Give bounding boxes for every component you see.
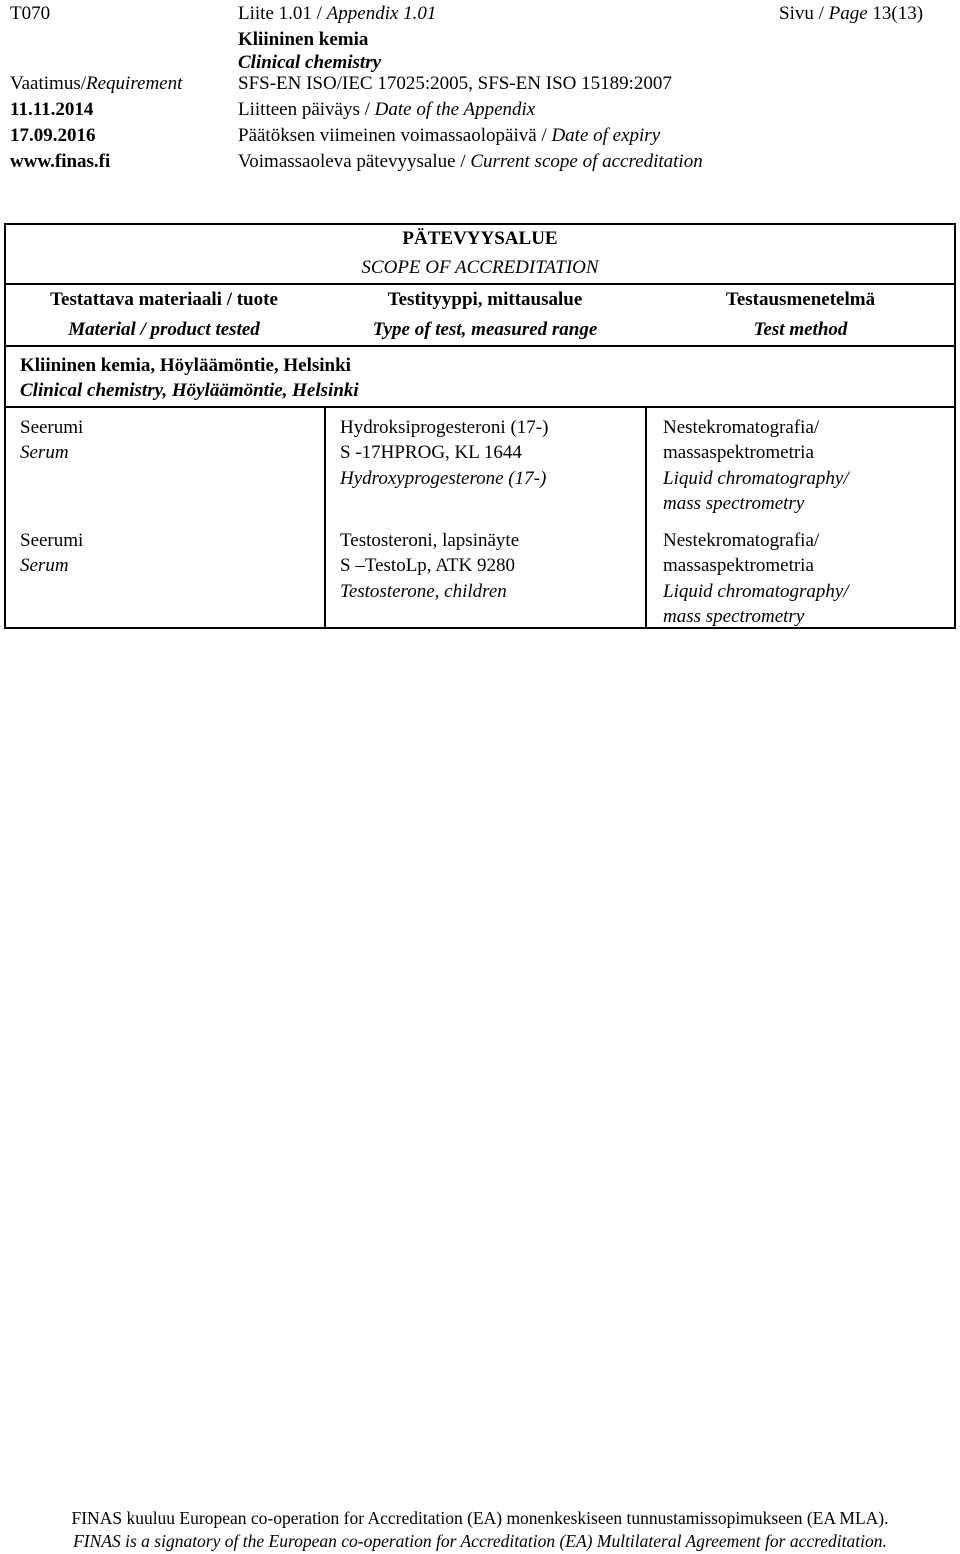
unit-name-en: Clinical chemistry (238, 52, 382, 73)
column-header-method-fi: Testausmenetelmä (725, 289, 876, 310)
method-fi: massaspektrometria (663, 442, 814, 463)
scope-title-en: SCOPE OF ACCREDITATION (361, 257, 599, 278)
appendix-date: 11.11.2014 (10, 99, 94, 120)
website: www.finas.fi (10, 151, 111, 172)
appendix-date-label: Liitteen päiväys / Date of the Appendix (238, 99, 536, 120)
method-en: Liquid chromatography/ (663, 468, 849, 489)
scope-title-fi: PÄTEVYYSALUE (402, 228, 558, 249)
test-code: S –TestoLp, ATK 9280 (340, 555, 515, 576)
material-fi: Seerumi (20, 417, 84, 438)
table-divider (4, 283, 956, 285)
method-fi: Nestekromatografia/ (663, 417, 820, 438)
column-divider (324, 406, 326, 629)
section-heading-en: Clinical chemistry, Höyläämöntie, Helsinki (20, 380, 359, 401)
footer-note-en: FINAS is a signatory of the European co-operation for Accreditation (EA) Multilateral Agreement for accreditation. (73, 1531, 887, 1551)
method-fi: Nestekromatografia/ (663, 530, 820, 551)
footer-note-fi: FINAS kuuluu European co-operation for Accreditation (EA) monenkeskiseen tunnustamissopimukseen (EA MLA). (71, 1508, 889, 1528)
test-name-en: Testosterone, children (340, 581, 507, 602)
column-header-test-en: Type of test, measured range (372, 319, 598, 340)
expiry-date: 17.09.2016 (10, 125, 96, 146)
column-header-material-en: Material / product tested (68, 319, 260, 340)
requirement-value: SFS-EN ISO/IEC 17025:2005, SFS-EN ISO 15189:2007 (238, 73, 672, 94)
material-en: Serum (20, 555, 69, 576)
current-scope-label: Voimassaoleva pätevyysalue / Current scope of accreditation (238, 151, 703, 172)
column-header-test-fi: Testityyppi, mittausalue (387, 289, 583, 310)
method-fi: massaspektrometria (663, 555, 814, 576)
table-divider (4, 345, 956, 347)
test-code: S -17HPROG, KL 1644 (340, 442, 522, 463)
test-name-fi: Testosteroni, lapsinäyte (340, 530, 520, 551)
method-en: mass spectrometry (663, 606, 805, 627)
test-name-en: Hydroxyprogesterone (17-) (340, 468, 547, 489)
document-code: T070 (10, 3, 51, 24)
expiry-date-label: Päätöksen viimeinen voimassaolopäivä / Date of expiry (238, 125, 661, 146)
material-fi: Seerumi (20, 530, 84, 551)
method-en: mass spectrometry (663, 493, 805, 514)
page-number: Sivu / Page 13(13) (779, 3, 924, 24)
unit-name-fi: Kliininen kemia (238, 29, 369, 50)
material-en: Serum (20, 442, 69, 463)
test-name-fi: Hydroksiprogesteroni (17-) (340, 417, 549, 438)
column-header-method-en: Test method (753, 319, 848, 340)
method-en: Liquid chromatography/ (663, 581, 849, 602)
column-divider (645, 406, 647, 629)
appendix-number: Liite 1.01 / Appendix 1.01 (238, 3, 437, 24)
column-header-material-fi: Testattava materiaali / tuote (50, 289, 278, 310)
table-divider (4, 406, 956, 408)
requirement-label: Vaatimus/Requirement (10, 73, 183, 94)
section-heading-fi: Kliininen kemia, Höyläämöntie, Helsinki (20, 355, 351, 376)
